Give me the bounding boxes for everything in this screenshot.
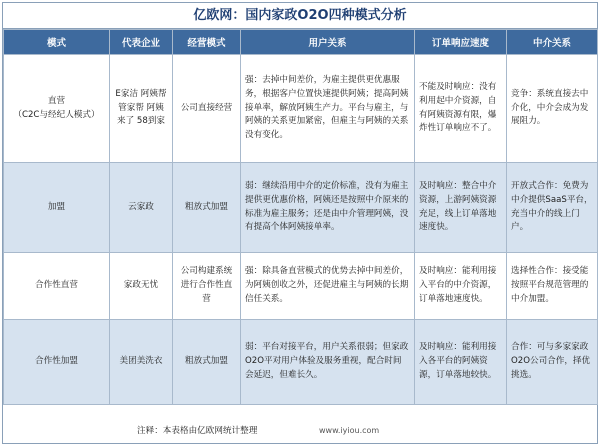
agency-cell: 合作：可与多家家政O2O公司合作，择优挑选。	[507, 320, 598, 405]
user-relation-cell: 强：除具备直营模式的优势去掉中间差价，为阿姨创收之外，还促进雇主与阿姨的长期信任关系。	[241, 253, 415, 320]
response-cell: 及时响应：能利用接入各平台的阿姨资源，订单落地较快。	[415, 320, 507, 405]
operation-cell: 公司构建系统进行合作性直营	[173, 253, 241, 320]
header-agency: 中介关系	[507, 30, 598, 55]
agency-cell: 竞争：系统直接去中介化，中介会成为发展阻力。	[507, 55, 598, 163]
mode-cell: 加盟	[4, 163, 110, 253]
company-cell: 家政无忧	[110, 253, 173, 320]
mode-label: 直营	[47, 95, 66, 106]
table-header-row	[4, 30, 598, 55]
agency-cell: 选择性合作：接受能按照平台规范管理的中介加盟。	[507, 253, 598, 320]
header-operation: 经营模式	[173, 30, 241, 55]
mode-cell: 合作性加盟	[4, 320, 110, 405]
operation-cell: 粗放式加盟	[173, 163, 241, 253]
user-relation-cell: 弱：继续沿用中介的定价标准，没有为雇主提供更优惠价格，阿姨还是按照中介原来的标准为雇主服务；还是由中介管理阿姨，没有提高个体阿姨接单率。	[241, 163, 415, 253]
operation-cell: 粗放式加盟	[173, 320, 241, 405]
table-title: 亿欧网：国内家政O2O四种模式分析	[3, 3, 597, 29]
header-user-relation: 用户关系	[241, 30, 415, 55]
header-company: 代表企业	[110, 30, 173, 55]
company-cell: E家洁 阿姨帮 管家帮 阿姨来了 58到家	[110, 55, 173, 163]
o2o-mode-table	[3, 29, 598, 405]
mode-cell	[4, 55, 110, 163]
footer-note: 注释：本表格由亿欧网统计整理	[137, 426, 258, 436]
operation-cell: 公司直接经营	[173, 55, 241, 163]
agency-cell: 开放式合作：免费为中介提供SaaS平台，充当中介的线上门户。	[507, 163, 598, 253]
table-row	[4, 320, 598, 405]
user-relation-cell: 弱：平台对接平台，用户关系很弱；但家政O2O平对用户体验及服务重视，配合时间会延迟，但难长久。	[241, 320, 415, 405]
mode-cell: 合作性直营	[4, 253, 110, 320]
table-row	[4, 253, 598, 320]
response-cell: 及时响应：能利用接入平台的中介资源，订单落地速度快。	[415, 253, 507, 320]
mode-sublabel: （C2C与经纪人模式）	[13, 109, 100, 120]
response-cell: 及时响应：整合中介资源，上游阿姨资源充足，线上订单落地速度快。	[415, 163, 507, 253]
table-row	[4, 55, 598, 163]
response-cell: 不能及时响应：没有利用起中介资源，自有阿姨资源有限，爆炸性订单响应不了。	[415, 55, 507, 163]
comparison-table-panel	[2, 2, 598, 444]
header-mode: 模式	[4, 30, 110, 55]
company-cell: 云家政	[110, 163, 173, 253]
header-response: 订单响应速度	[415, 30, 507, 55]
footer-site-watermark: www.iyiou.com	[319, 426, 380, 435]
user-relation-cell: 强：去掉中间差价，为雇主提供更优惠服务，根据客户位置快速提供阿姨；提高阿姨接单率，解放阿姨生产力。平台与雇主，与阿姨的关系更加紧密，但雇主与阿姨的关系没有变化。	[241, 55, 415, 163]
table-row	[4, 163, 598, 253]
company-cell: 美团美洗衣	[110, 320, 173, 405]
table-footer	[3, 419, 597, 443]
